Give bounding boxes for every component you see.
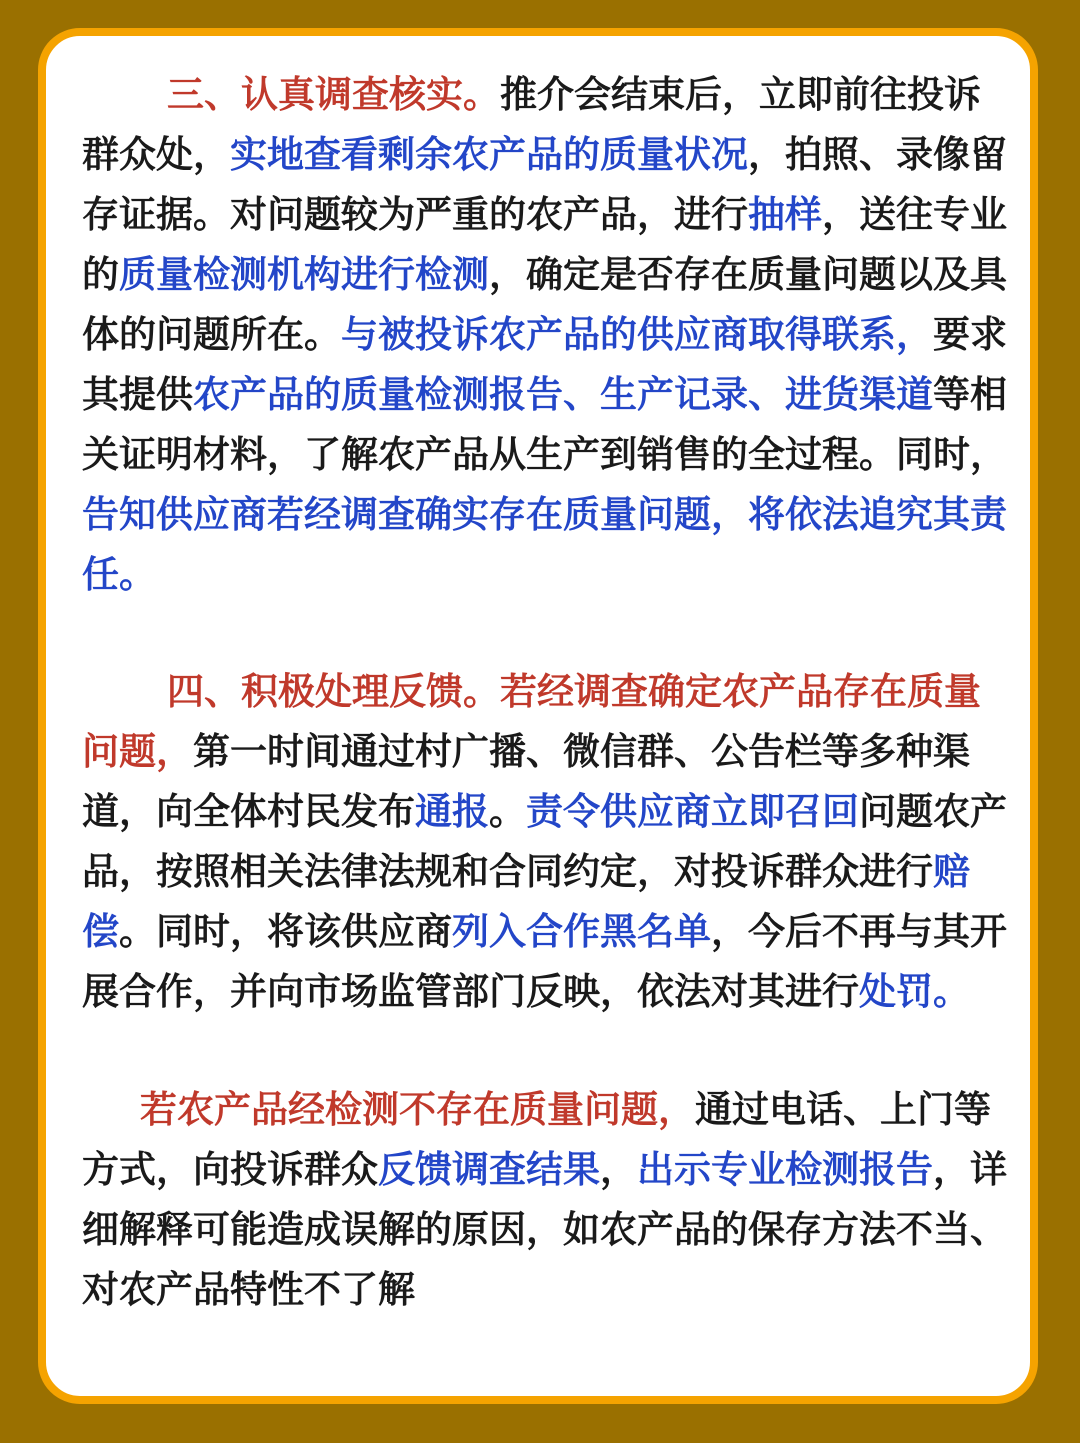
- text-run: 等相关证明材料，了解农产品从生产到销售的全过程。同时，: [82, 373, 1007, 476]
- highlight-run: 反馈调查结果: [378, 1148, 600, 1191]
- highlight-run: 质量检测机构进行检测: [119, 253, 489, 296]
- text-run: 问题农产品，按照相关法律法规和合同约定，对投诉群众进行: [82, 790, 1007, 893]
- section-4-heading: 四、积极处理反馈。: [167, 670, 500, 713]
- highlight-run: 抽样: [748, 193, 822, 236]
- highlight-run: 责令供应商立即召回: [526, 790, 859, 833]
- text-run: 。: [489, 790, 526, 833]
- text-run: ，详细解释可能造成误解的原因，如农产品的保存方法不当、对农产品特性不了解: [82, 1148, 1007, 1311]
- text-run: ，: [600, 1148, 637, 1191]
- highlight-run: 赔偿: [82, 850, 970, 953]
- text-run: 第一时间通过村广播、微信群、公告栏等多种渠道，向全体村民发布: [82, 730, 970, 833]
- highlight-run: 实地查看剩余农产品的质量状况: [230, 133, 748, 176]
- text-run: ，送往专业的: [82, 193, 1007, 296]
- highlight-run: 列入合作黑名单: [452, 910, 711, 953]
- highlight-run: 农产品的质量检测报告、生产记录、进货渠道: [193, 373, 933, 416]
- text-run: ，拍照、录像留存证据。对问题较为严重的农产品，进行: [82, 133, 1007, 236]
- highlight-run: 处罚: [859, 970, 933, 1013]
- section-3-paragraph: [82, 65, 1012, 605]
- highlight-run: 通报: [415, 790, 489, 833]
- text-run: 。同时，将该供应商: [119, 910, 452, 953]
- text-run: ，今后不再与其开展合作，并向市场监管部门反映，依法对其进行: [82, 910, 1007, 1013]
- highlight-run: 与被投诉农产品的供应商取得联系，: [341, 313, 933, 356]
- highlight-red-run: 若农产品经检测不存在质量问题，: [140, 1088, 695, 1131]
- text-run: 。: [933, 970, 970, 1013]
- section-4-paragraph: [82, 662, 1012, 1022]
- text-run: 推介会结束后，立即前往投诉群众处，: [82, 73, 981, 176]
- text-run: 要求其提供: [82, 313, 1007, 416]
- highlight-red-run: 若经调查确定农产品存在质量问题，: [82, 670, 981, 773]
- section-5-paragraph: [82, 1080, 1012, 1320]
- text-run: ，确定是否存在质量问题以及具体的问题所在。: [82, 253, 1007, 356]
- highlight-run: 出示专业检测报告: [637, 1148, 933, 1191]
- section-3-heading: 三、认真调查核实。: [167, 73, 500, 116]
- highlight-run: 告知供应商若经调查确实存在质量问题，将依法追究其责任。: [82, 493, 1007, 596]
- text-run: 通过电话、上门等方式，向投诉群众: [82, 1088, 991, 1191]
